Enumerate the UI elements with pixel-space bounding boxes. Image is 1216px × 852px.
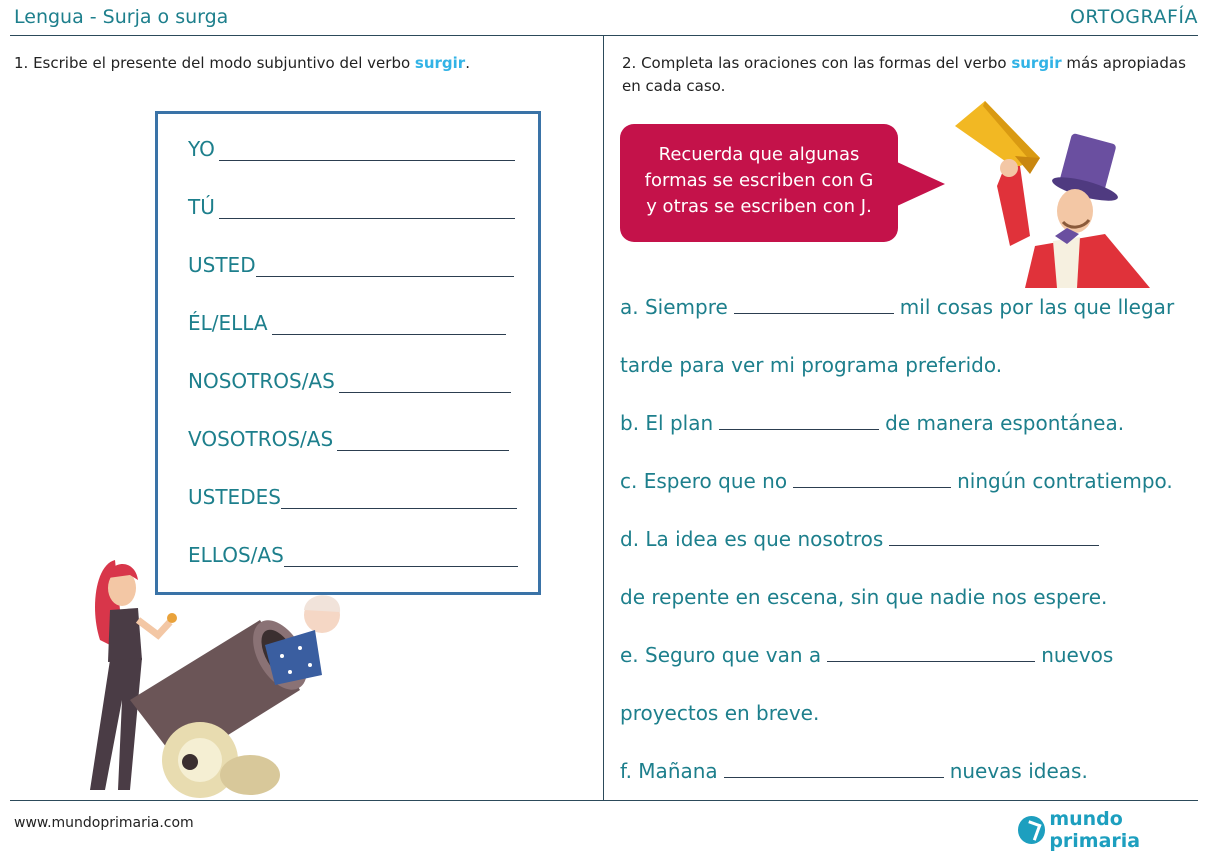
exercise1-instruction xyxy=(14,52,470,75)
sentence-text: nuevas ideas. xyxy=(949,759,1088,783)
pronoun-label: USTEDES xyxy=(188,485,281,509)
hint-bubble xyxy=(620,124,898,242)
sentence-text: ningún contratiempo. xyxy=(957,469,1173,493)
category-label: ORTOGRAFÍA xyxy=(1069,6,1198,28)
answer-blank[interactable] xyxy=(793,486,951,488)
sentence-d xyxy=(620,527,1105,551)
pronoun-row-usted xyxy=(188,253,514,277)
pronoun-label: ELLOS/AS xyxy=(188,543,284,567)
bottom-divider xyxy=(10,800,1198,801)
answer-blank[interactable] xyxy=(724,776,944,778)
sentence-text: c. Espero que no xyxy=(620,469,788,493)
sentence-e xyxy=(620,643,1113,667)
pronoun-label: ÉL/ELLA xyxy=(188,311,268,335)
worksheet-title: Lengua - Surja o surga xyxy=(14,6,229,28)
pronoun-label: USTED xyxy=(188,253,256,277)
pronoun-label: VOSOTROS/AS xyxy=(188,427,334,451)
pronoun-row-nosotros xyxy=(188,369,511,393)
sentence-text: nuevos xyxy=(1041,643,1114,667)
hint-line: Recuerda que algunas xyxy=(658,144,860,165)
hint-text xyxy=(620,142,898,220)
sentence-text: mil cosas por las que llegar xyxy=(899,295,1175,319)
sentence-b xyxy=(620,411,1124,435)
sentence-text: e. Seguro que van a xyxy=(620,643,822,667)
sentence-d-cont xyxy=(620,585,1107,609)
answer-line[interactable] xyxy=(272,333,506,335)
sentence-e-cont xyxy=(620,701,819,725)
pronoun-label: TÚ xyxy=(188,195,215,219)
pronoun-row-tu xyxy=(188,195,515,219)
sentence-c xyxy=(620,469,1173,493)
bubble-tail xyxy=(897,162,945,206)
sentence-a-cont xyxy=(620,353,1002,377)
column-divider xyxy=(603,36,604,800)
verb-highlight: surgir xyxy=(1011,54,1062,72)
verb-highlight: surgir xyxy=(414,54,466,72)
hint-line: formas se escriben con G xyxy=(644,170,874,191)
circus-cannon-illustration xyxy=(60,550,360,800)
answer-line[interactable] xyxy=(281,507,517,509)
sentence-text: f. Mañana xyxy=(620,759,718,783)
answer-line[interactable] xyxy=(339,391,511,393)
answer-line[interactable] xyxy=(337,449,509,451)
pronoun-row-vosotros xyxy=(188,427,509,451)
sentence-text: tarde para ver mi programa preferido. xyxy=(620,353,1003,377)
pronoun-row-ustedes xyxy=(188,485,517,509)
hint-line: y otras se escriben con J. xyxy=(646,196,872,217)
instruction-text: más apropiadas en cada caso. xyxy=(622,54,1186,95)
footer-url: www.mundoprimaria.com xyxy=(14,815,194,831)
instruction-text: 1. Escribe el presente del modo subjuntivo del verbo xyxy=(14,54,415,72)
brand-logo xyxy=(1018,808,1216,852)
answer-blank[interactable] xyxy=(734,312,894,314)
pronoun-label: NOSOTROS/AS xyxy=(188,369,335,393)
answer-blank[interactable] xyxy=(827,660,1035,662)
top-divider xyxy=(10,35,1198,36)
exercise2-instruction xyxy=(622,52,1192,98)
ringmaster-illustration xyxy=(945,96,1160,288)
answer-blank[interactable] xyxy=(719,428,879,430)
sentence-text: b. El plan xyxy=(620,411,714,435)
pronoun-row-yo xyxy=(188,137,515,161)
sentence-text: d. La idea es que nosotros xyxy=(620,527,884,551)
sentence-text: a. Siempre xyxy=(620,295,728,319)
answer-line[interactable] xyxy=(256,275,514,277)
pronoun-label: YO xyxy=(188,137,215,161)
instruction-text: 2. Completa las oraciones con las formas del verbo xyxy=(622,54,1012,72)
answer-line[interactable] xyxy=(219,159,515,161)
conjugation-box xyxy=(155,111,541,595)
sentence-text: proyectos en breve. xyxy=(620,701,820,725)
pronoun-row-el-ella xyxy=(188,311,506,335)
sentence-f xyxy=(620,759,1088,783)
brand-name: mundo primaria xyxy=(1049,808,1141,852)
instruction-text: . xyxy=(465,54,470,72)
sentence-text: de manera espontánea. xyxy=(885,411,1125,435)
sentence-text: de repente en escena, sin que nadie nos espere. xyxy=(620,585,1108,609)
answer-blank[interactable] xyxy=(889,544,1099,546)
answer-line[interactable] xyxy=(219,217,515,219)
sentence-a xyxy=(620,295,1174,319)
